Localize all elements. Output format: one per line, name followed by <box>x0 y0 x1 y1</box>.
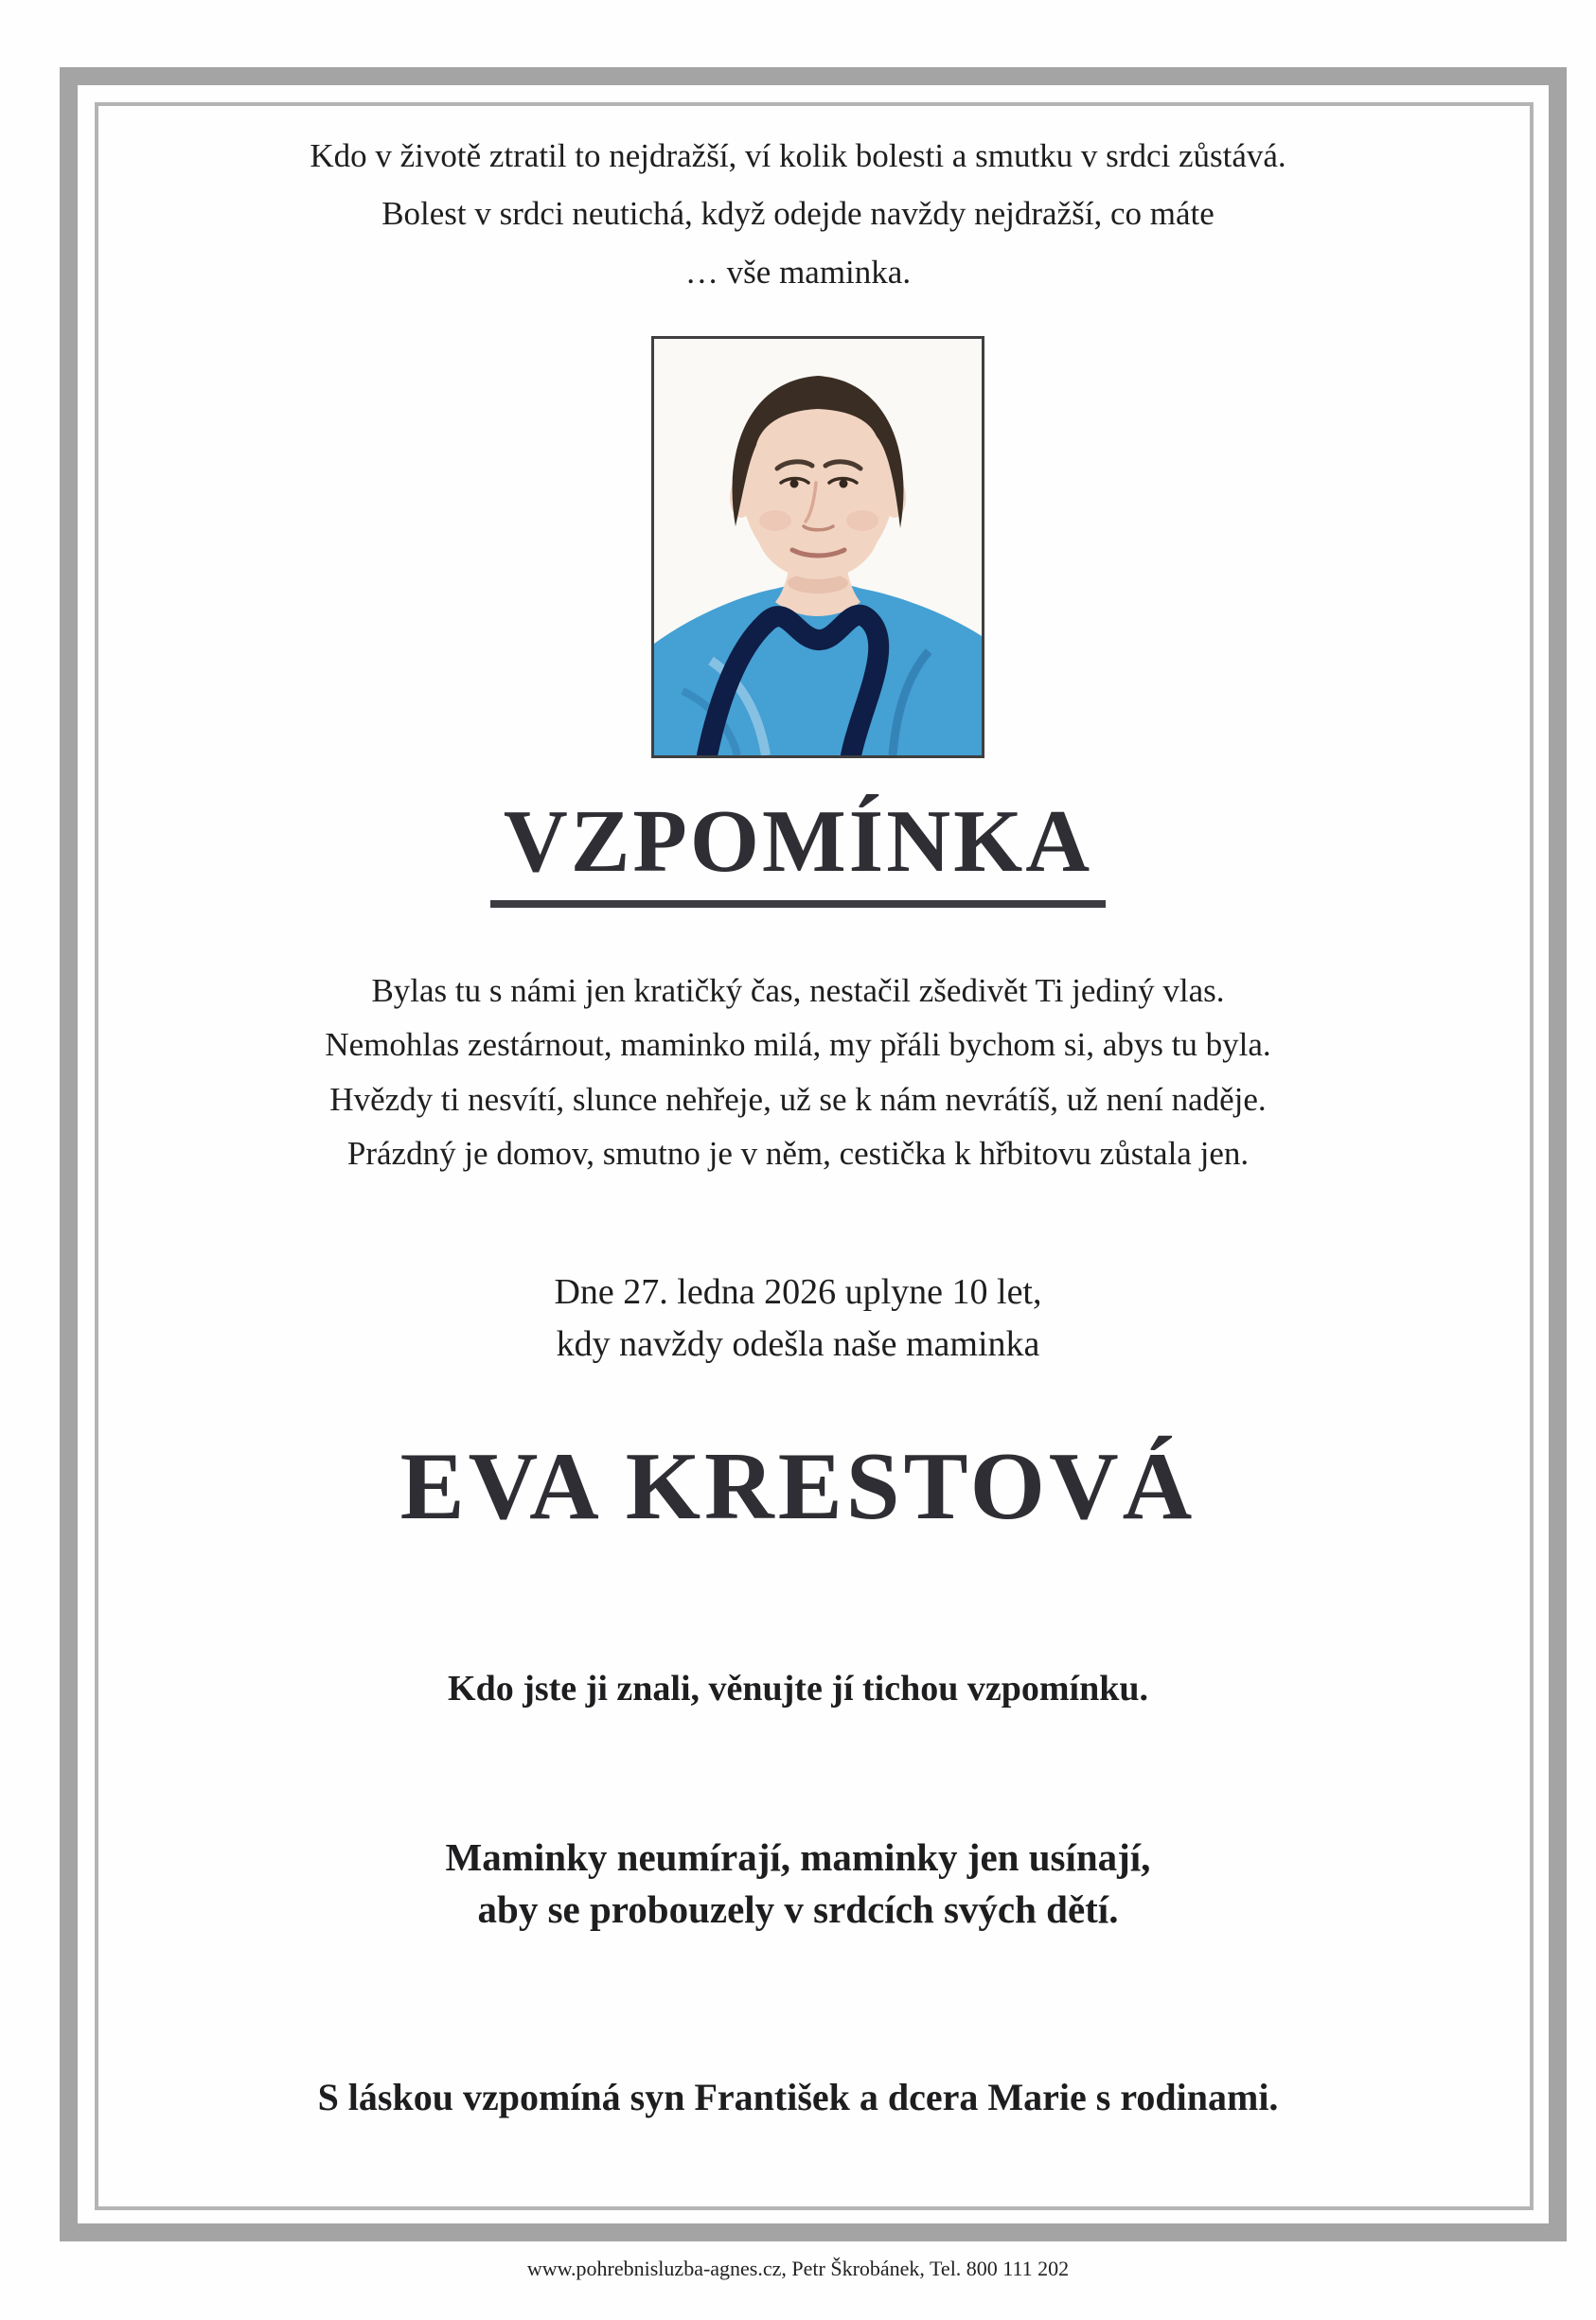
portrait-photo <box>651 336 984 758</box>
poem-line: Hvězdy ti nesvítí, slunce nehřeje, už se k nám nevrátíš, už není naděje. <box>329 1080 1267 1118</box>
card-title <box>66 793 1530 908</box>
epitaph <box>66 1832 1530 1937</box>
poem-line: Prázdný je domov, smutno je v něm, cestička k hřbitovu zůstala jen. <box>346 1135 1250 1173</box>
epitaph-line: aby se probouzely v srdcích svých dětí. <box>477 1887 1119 1932</box>
anniversary-announcement <box>66 1266 1530 1371</box>
family-closing-line: S láskou vzpomíná syn František a dcera Marie s rodinami. <box>317 2076 1279 2118</box>
quote-line: Kdo v životě ztratil to nejdražší, ví kolik bolesti a smutku v srdci zůstává. <box>310 137 1286 174</box>
portrait-illustration <box>654 339 982 755</box>
poem-line: Nemohlas zestárnout, maminko milá, my přáli bychom si, abys tu byla. <box>325 1026 1271 1064</box>
header-quote <box>66 127 1530 301</box>
funeral-service-contact: www.pohrebnisluzba-agnes.cz, Petr Škrobánek, Tel. 800 111 202 <box>526 2257 1070 2280</box>
announcement-line: kdy navždy odešla naše maminka <box>556 1324 1040 1365</box>
deceased-name: EVA KRESTOVÁ <box>399 1433 1197 1540</box>
quote-line: … vše maminka. <box>684 253 912 291</box>
poem-line: Bylas tu s námi jen kratičký čas, nestačil zšedivět Ti jediný vlas. <box>371 972 1225 1009</box>
quote-line: Bolest v srdci neutichá, když odejde navždy nejdražší, co máte <box>381 195 1215 233</box>
tribute-line: Kdo jste ji znali, věnujte jí tichou vzpomínku. <box>448 1669 1148 1709</box>
epitaph-line: Maminky neumírají, maminky jen usínají, <box>445 1835 1151 1879</box>
memorial-poem <box>66 964 1530 1181</box>
card-title-text: VZPOMÍNKA <box>490 793 1106 908</box>
announcement-line: Dne 27. ledna 2026 uplyne 10 let, <box>554 1272 1042 1312</box>
